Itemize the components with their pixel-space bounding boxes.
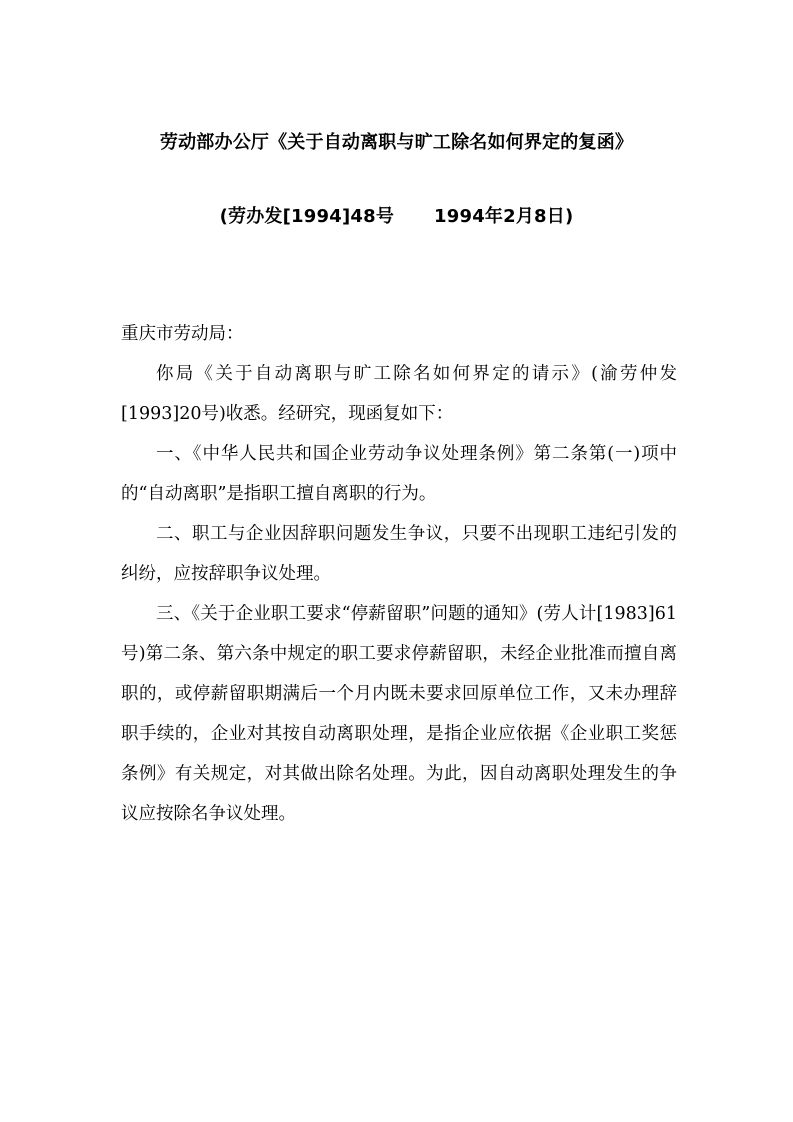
paragraph-item-2: 二、职工与企业因辞职问题发生争议，只要不出现职工违纪引发的纠纷，应按辞职争议处理。 (121, 524, 677, 584)
document-number: (劳办发[1994]48号 (219, 206, 395, 227)
document-subtitle (0, 202, 793, 228)
paragraph-item-1: 一、《中华人民共和国企业劳动争议处理条例》第二条第(一)项中的“自动离职”是指职工擅自离职的行为。 (121, 444, 677, 504)
salutation: 重庆市劳动局： (121, 324, 244, 344)
document-date: 1994年2月8日) (434, 206, 574, 227)
paragraph-intro: 你局《关于自动离职与旷工除名如何界定的请示》(渝劳仲发[1993]20号)收悉。经研究，现函复如下： (121, 364, 677, 424)
document-body (121, 314, 677, 834)
paragraph-item-3: 三、《关于企业职工要求“停薪留职”问题的通知》(劳人计[1983]61号)第二条、第六条中规定的职工要求停薪留职，未经企业批准而擅自离职的，或停薪留职期满后一个月内既未要求回原单位工作，又未办理辞职手续的，企业对其按自动离职处理，是指企业应依据《企业职工奖惩条例》有关规定，对其做出除名处理。为此，因自动离职处理发生的争议应按除名争议处理。 (121, 604, 677, 824)
document-title: 劳动部办公厅《关于自动离职与旷工除名如何界定的复函》 (159, 132, 634, 153)
